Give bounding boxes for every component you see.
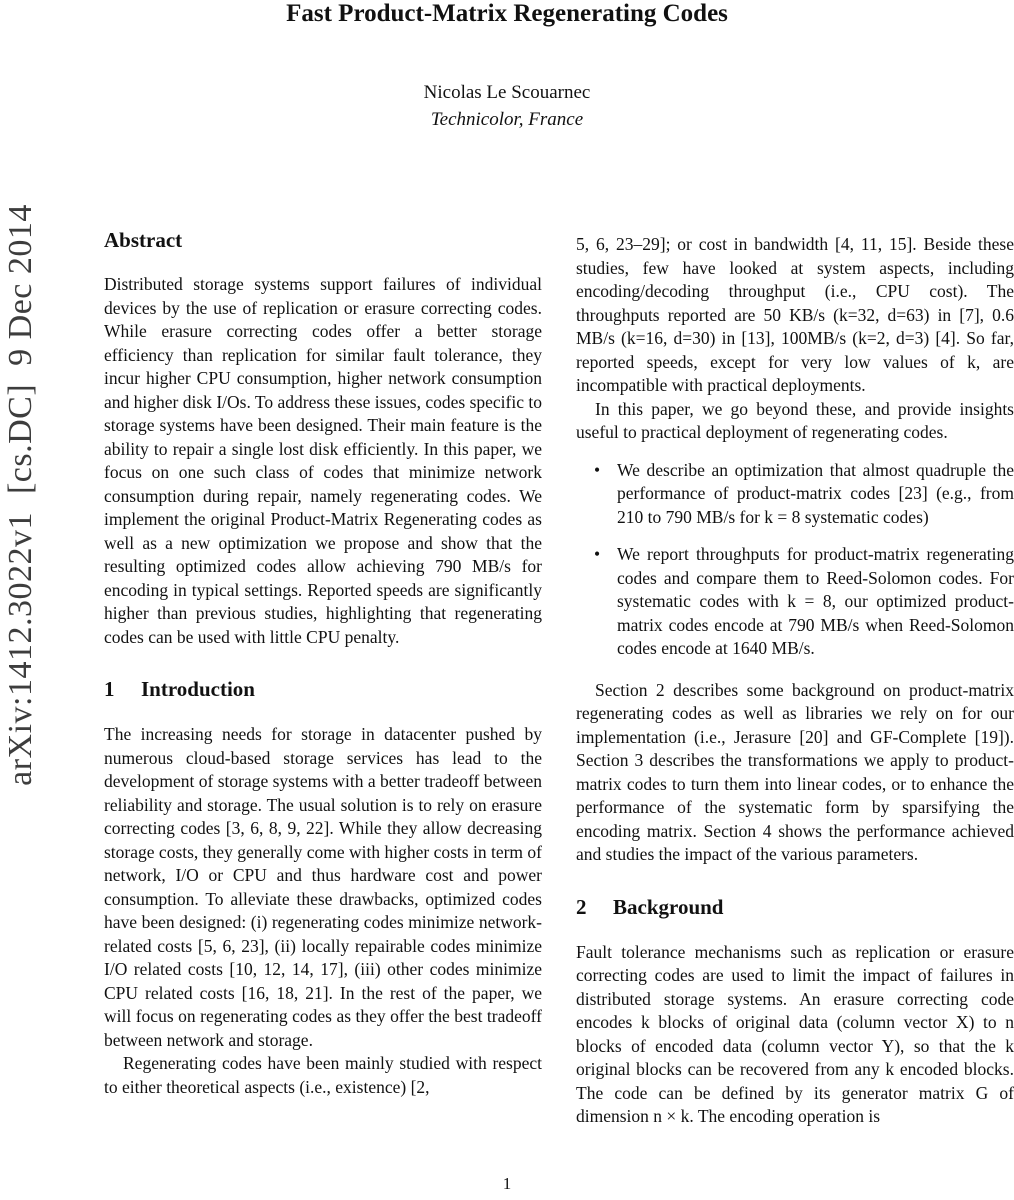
contributions-lead-paragraph: In this paper, we go beyond these, and provide insights useful to practical deployment of regenerating codes. (576, 398, 1014, 442)
author-affiliation: Technicolor, France (430, 109, 584, 130)
byline (0, 79, 1014, 133)
contributions-list (576, 459, 1014, 661)
paper-title: Fast Product-Matrix Regenerating Codes (286, 0, 728, 27)
section-1-number: 1 (104, 677, 115, 702)
right-column (576, 233, 1014, 1129)
intro-paragraph: Regenerating codes have been mainly studied with respect to either theoretical aspects (i.e., existence) [2, (104, 1053, 542, 1097)
background-paragraph: Fault tolerance mechanisms such as replication or erasure correcting codes are used to limit the impact of failures in distributed storage systems. An erasure correcting code encodes k blocks of original data (column vector X) to n blocks of encoded data (column vector Y), so that the k original blocks can be recovered from any k encoded blocks. The code can be defined by its generator matrix G of dimension n × k. The encoding operation is (576, 941, 1014, 1127)
list-item (576, 459, 1014, 530)
intro-continuation-paragraph: 5, 6, 23–29]; or cost in bandwidth [4, 11, 15]. Beside these studies, few have looked at system aspects, including encoding/decoding throughput (i.e., CPU cost). The throughputs reported are 50 KB/s (k=32, d=63) in [7], 0.6 MB/s (k=16, d=30) in [13], 100MB/s (k=2, d=3) [4]. So far, reported speeds, except for very low values of k, are incompatible with practical deployments. (576, 234, 1014, 395)
author-name: Nicolas Le Scouarnec (423, 82, 591, 103)
abstract-heading: Abstract (104, 228, 183, 252)
left-column (104, 228, 542, 1099)
section-1-heading (104, 677, 542, 702)
section-2-number: 2 (576, 894, 587, 919)
list-item (576, 543, 1014, 661)
section-2-title: Background (613, 894, 724, 919)
intro-paragraph: The increasing needs for storage in datacenter pushed by numerous cloud-based storage services has lead to the development of storage systems with a better tradeoff between reliability and storage. The usual solution is to rely on erasure correcting codes [3, 6, 8, 9, 22]. While they allow decreasing storage costs, they generally come with higher costs in term of network, I/O or CPU and thus hardware cost and power consumption. To alleviate these drawbacks, optimized codes have been designed: (i) regenerating codes minimize network-related costs [5, 6, 23], (ii) locally repairable codes minimize I/O related costs [10, 12, 14, 17], (iii) other codes minimize CPU related costs [16, 18, 21]. In the rest of the paper, we will focus on regenerating codes as they offer the best tradeoff between network and storage. (104, 724, 543, 1050)
contribution-item-text: We describe an optimization that almost quadruple the performance of product-matrix codes [23] (e.g., from 210 to 790 MB/s for k = 8 systematic codes) (617, 459, 1014, 527)
page-number: 1 (502, 1174, 512, 1193)
abstract-text: Distributed storage systems support failures of individual devices by the use of replication or erasure correcting codes. While erasure correcting codes offer a better storage efficiency than replication for similar fault tolerance, they incur higher CPU consumption, higher network consumption and higher disk I/Os. To address these issues, codes specific to storage systems have been designed. Their main feature is the ability to repair a single lost disk efficiently. In this paper, we focus on one such class of codes that minimize network consumption during repair, namely regenerating codes. We implement the original Product-Matrix Regenerating codes as well as a new optimization we propose and show that the resulting optimized codes allow achieving 790 MB/s for encoding in typical settings. Reported speeds are significantly higher than previous studies, highlighting that regenerating codes can be used with little CPU penalty. (104, 274, 542, 647)
bullet-icon: • (594, 544, 601, 564)
arxiv-watermark: arXiv:1412.3022v1 [cs.DC] 9 Dec 2014 (2, 204, 39, 786)
roadmap-paragraph: Section 2 describes some background on product-matrix regenerating codes as well as libraries we rely on for our implementation (i.e., Jerasure [20] and GF-Complete [19]). Section 3 describes the transformations we apply to product-matrix codes to turn them into linear codes, or to enhance the performance of the systematic form by sparsifying the encoding matrix. Section 4 shows the performance achieved and studies the impact of the various parameters. (576, 679, 1014, 864)
bullet-icon: • (594, 459, 601, 480)
contribution-item-text: We report throughputs for product-matrix regenerating codes and compare them to Reed-Solomon codes. For systematic codes with k = 8, our optimized product-matrix codes encode at 790 MB/s when Reed-Solomon codes encode at 1640 MB/s. (617, 544, 1014, 658)
section-1-title: Introduction (141, 677, 255, 702)
section-2-heading (576, 895, 1014, 920)
